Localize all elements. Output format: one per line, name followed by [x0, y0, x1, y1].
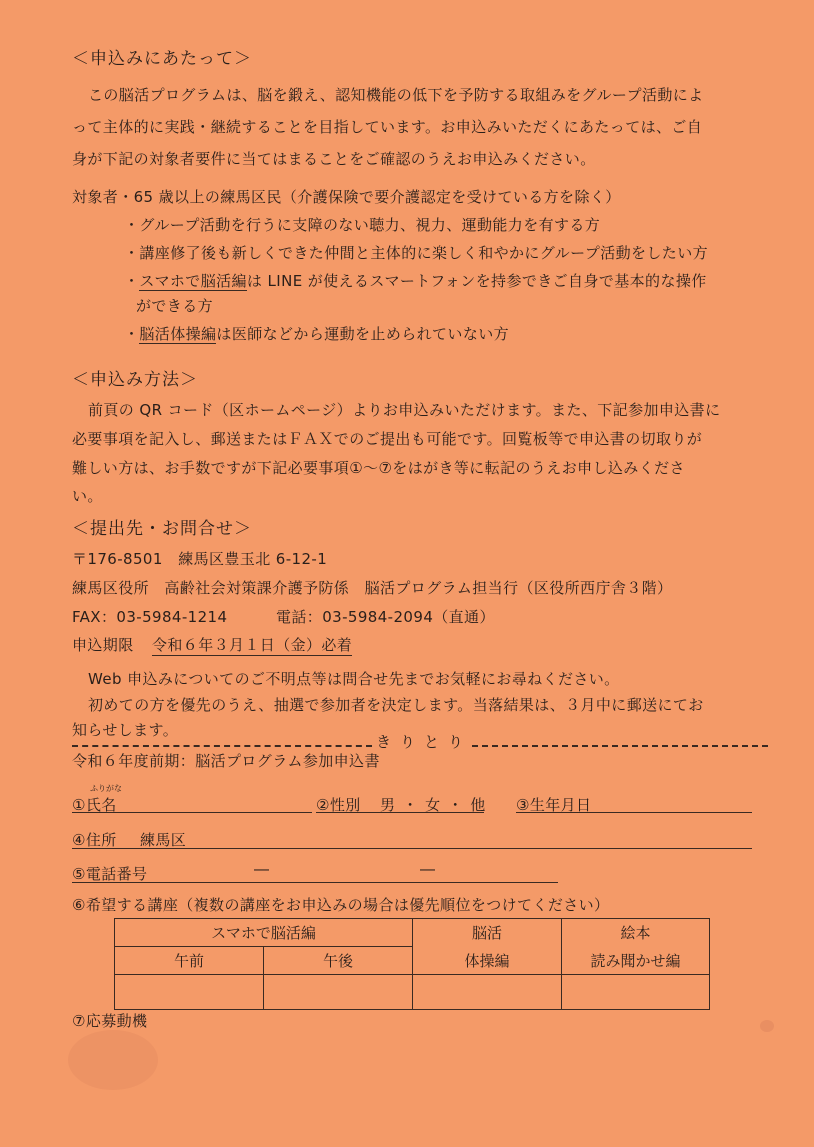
contact-address: 〒176-8501 練馬区豊玉北 6-12-1: [72, 550, 328, 568]
paper-stain: [68, 1030, 158, 1090]
note-line-1: Web 申込みについてのご不明点等は問合せ先までお気軽にお尋ねください。: [88, 670, 620, 688]
deadline-label: 申込期限: [72, 636, 134, 654]
picturebook-course-header-bottom: 読み聞かせ編: [562, 947, 710, 975]
cut-line-right: [472, 745, 768, 747]
cut-label: きりとり: [376, 733, 473, 751]
gender-options[interactable]: 男 ・ 女 ・ 他: [380, 796, 486, 814]
intro-line-2: って主体的に実践・継続することを目指しています。お申込みいただくにあたっては、ご自: [72, 118, 703, 136]
phone-dash-1: ―: [254, 860, 270, 878]
morning-header: 午前: [115, 947, 264, 975]
exercise-priority-cell[interactable]: [413, 975, 562, 1010]
eligibility-main: 対象者・65 歳以上の練馬区民（介護保険で要介護認定を受けている方を除く）: [72, 188, 621, 206]
intro-line-1: この脳活プログラムは、脳を鍛え、認知機能の低下を予防する取組みをグループ活動によ: [88, 86, 704, 104]
bullet: ・: [124, 272, 140, 290]
name-field[interactable]: [72, 812, 312, 813]
morning-priority-cell[interactable]: [115, 975, 264, 1010]
course-choice-table: [114, 918, 710, 1010]
eligibility-item-1: ・グループ活動を行うに支障のない聴力、視力、運動能力を有する方: [124, 216, 601, 234]
furigana-label: ふりがな: [90, 784, 122, 793]
gender-label: ②性別: [316, 796, 361, 814]
exercise-course-header-top: 脳活: [413, 919, 562, 947]
exercise-course-label: 脳活体操編: [139, 325, 217, 343]
contact-heading: ＜提出先・お問合せ＞: [72, 519, 252, 539]
phone-label: ⑤電話番号: [72, 865, 148, 883]
deadline-value: 令和６年３月１日（金）必着: [152, 636, 353, 654]
exercise-course-header-bottom: 体操編: [413, 947, 562, 975]
address-label: ④住所: [72, 831, 117, 849]
course-label: ⑥希望する講座（複数の講座をお申込みの場合は優先順位をつけてください）: [72, 896, 610, 914]
eligibility-item-3-text: は LINE が使えるスマートフォンを持参できご自身で基本的な操作: [246, 272, 707, 290]
phone-field[interactable]: [72, 882, 558, 883]
contact-fax: FAX：03-5984-1214: [72, 608, 228, 626]
smartphone-course-header: スマホで脳活編: [115, 919, 413, 947]
address-field[interactable]: [72, 848, 752, 849]
phone-dash-2: ―: [420, 860, 436, 878]
eligibility-item-4-text: は医師などから運動を止められていない方: [216, 325, 510, 343]
eligibility-item-4: [124, 323, 509, 344]
eligibility-item-2: ・講座修了後も新しくできた仲間と主体的に楽しく和やかにグループ活動をしたい方: [124, 244, 709, 262]
paper-stain: [760, 1020, 774, 1032]
form-title: 令和６年度前期：脳活プログラム参加申込書: [72, 752, 380, 770]
birthdate-field[interactable]: [516, 812, 752, 813]
method-line-1: 前頁の QR コード（区ホームページ）よりお申込みいただけます。また、下記参加申込書に: [88, 401, 721, 419]
cut-line-left: [72, 745, 372, 747]
name-label: ①氏名: [72, 796, 117, 814]
gender-field: [316, 812, 484, 813]
bullet: ・: [124, 325, 140, 343]
picturebook-priority-cell[interactable]: [562, 975, 710, 1010]
contact-tel: 電話：03-5984-2094（直通）: [276, 608, 495, 626]
afternoon-header: 午後: [264, 947, 413, 975]
contact-office: 練馬区役所 高齢社会対策課介護予防係 脳活プログラム担当行（区役所西庁舎３階）: [72, 579, 673, 597]
method-line-4: い。: [72, 487, 103, 505]
note-line-3: 知らせします。: [72, 721, 179, 739]
picturebook-course-header-top: 絵本: [562, 919, 710, 947]
eligibility-item-3-cont: ができる方: [136, 297, 214, 315]
intro-line-3: 身が下記の対象者要件に当てはまることをご確認のうえお申込みください。: [72, 150, 596, 168]
address-prefix: 練馬区: [140, 831, 187, 849]
note-line-2: 初めての方を優先のうえ、抽選で参加者を決定します。当落結果は、３月中に郵送にてお: [88, 696, 704, 714]
method-line-2: 必要事項を記入し、郵送またはＦＡＸでのご提出も可能です。回覧板等で申込書の切取りが: [72, 430, 703, 448]
method-line-3: 難しい方は、お手数ですが下記必要事項①～⑦をはがき等に転記のうえお申し込みくださ: [72, 459, 685, 477]
motive-label: ⑦応募動機: [72, 1012, 148, 1030]
birthdate-label: ③生年月日: [516, 796, 592, 814]
intro-heading: ＜申込みにあたって＞: [72, 49, 252, 69]
method-heading: ＜申込み方法＞: [72, 370, 198, 390]
smartphone-course-label: スマホで脳活編: [139, 272, 247, 290]
afternoon-priority-cell[interactable]: [264, 975, 413, 1010]
eligibility-item-3: [124, 270, 707, 291]
